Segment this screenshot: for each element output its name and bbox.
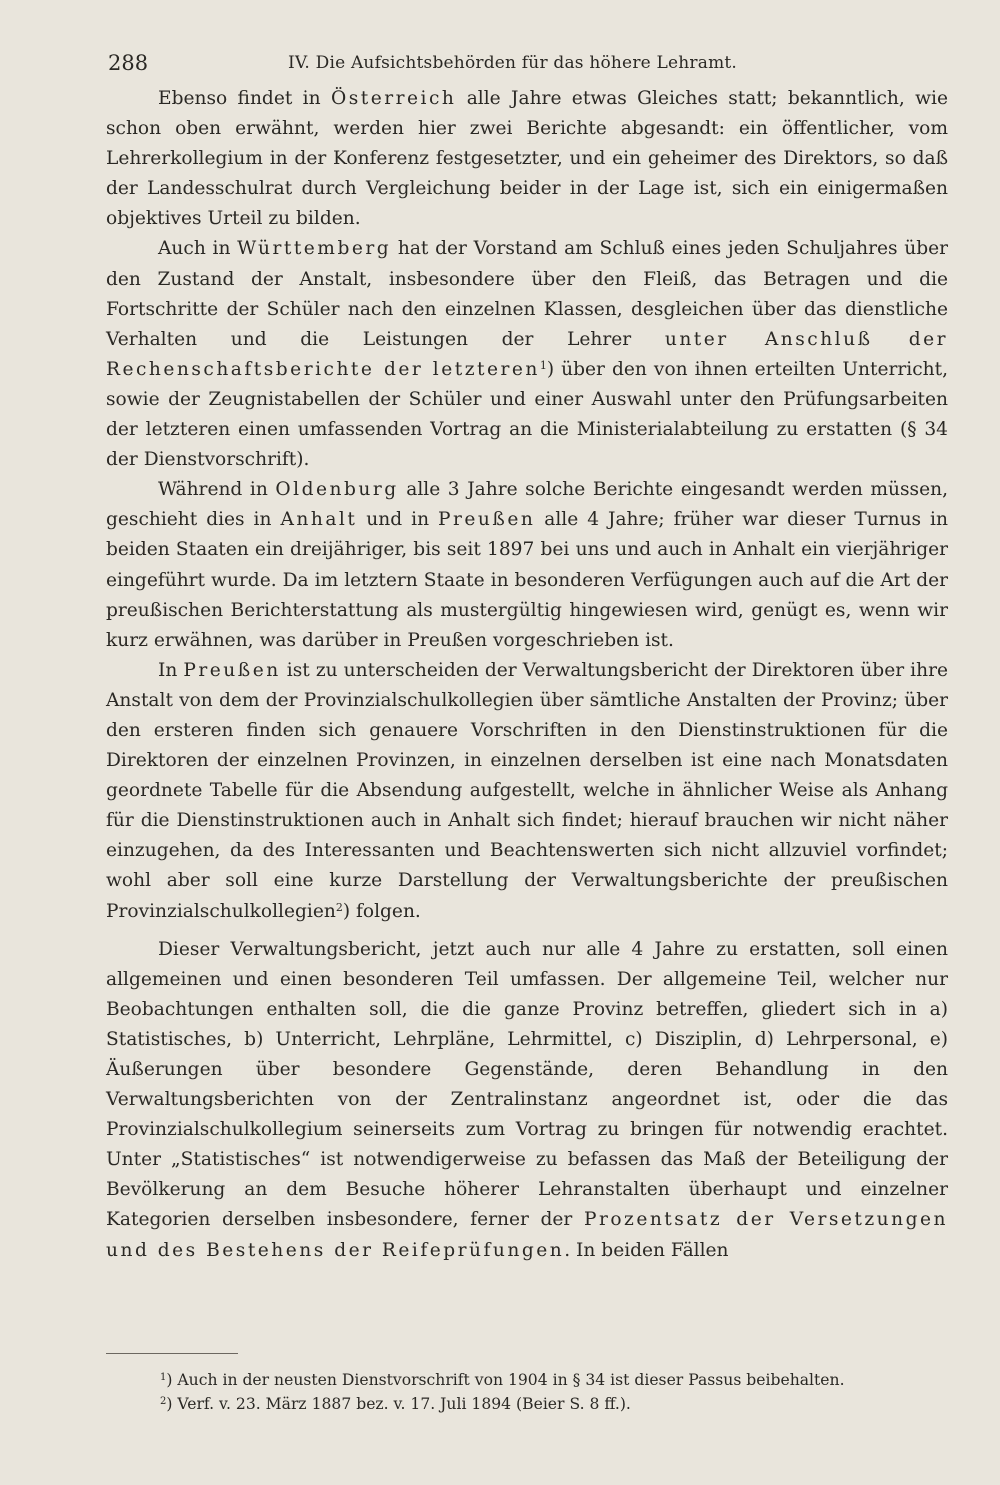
text-run: alle 3 Jahre solche Berichte eingesandt werden müssen, geschieht dies in (106, 479, 948, 531)
footnote-text: ) Verf. v. 23. März 1887 bez. v. 17. Juli 1894 (Beier S. 8 ff.). (166, 1395, 631, 1413)
spaced-term: Preußen (183, 659, 281, 681)
spaced-term: Preußen (438, 509, 536, 531)
text-run: Dieser Verwaltungsbericht, jetzt auch nur alle 4 Jahre zu erstatten, soll einen allgemeinen und einen besonderen Teil umfassen. Der allgemeine Teil, welcher nur Beobachtungen enthalten soll, die die ganze Provinz betreffen, gliedert sich in a) Statistisches, b) Unterricht, Lehrpläne, Lehrmittel, c) Disziplin, d) Lehrpersonal, e) Äußerungen über besondere Gegenstände, deren Behandlung in den Verwaltungsberichten von der Zentralinstanz angeordnet ist, oder die das Provinzialschulkollegium seinerseits zum Vortrag zu bringen für notwendig erachtet. Unter „Statistisches“ ist notwendigerweise zu befassen das Maß der Beteiligung der Bevölkerung an dem Besuche höherer Lehranstalten überhaupt und einzelner Kategorien derselben insbesondere, ferner der (106, 938, 948, 1231)
paragraph (106, 935, 948, 1266)
page-header (108, 48, 948, 78)
footnote-divider (106, 1353, 238, 1354)
text-run: ) über den von ihnen erteilten Unterricht, sowie der Zeugnistabellen der Schüler und einer Auswahl unter den Prüfungsarbeiten der letzteren einen umfassenden Vortrag an die Ministerialabteilung zu erstatten (§ 34 der Dienstvorschrift). (106, 358, 948, 471)
text-run: Während in (158, 479, 276, 501)
spaced-term: Württemberg (237, 238, 392, 260)
footnote-ref: 2 (335, 900, 343, 914)
text-run: alle 4 Jahre; früher war dieser Turnus in beiden Staaten ein dreijähriger, bis seit 1897 bei uns und auch in Anhalt ein vierjähriger eingeführt wurde. Da im letztern Staate in besonderen Verfügungen auch auf die Art der preußischen Berichterstattung als mustergültig hingewiesen wird, genügt es, wenn wir kurz erwähnen, was darüber in Preußen vorgeschrieben ist. (106, 509, 948, 651)
spaced-term: unter Anschluß der Rechenschaftsberichte der letzteren (106, 328, 948, 380)
text-run: und in (357, 509, 439, 531)
text-run: Ebenso findet in (158, 88, 331, 109)
paragraph (106, 475, 948, 656)
page-number: 288 (108, 51, 149, 75)
footnotes (106, 1368, 948, 1416)
text-run: ist zu unterscheiden der Verwaltungsbericht der Direktoren über ihre Anstalt von dem der Provinzialschulkollegien über sämtliche Anstalten der Provinz; über den ersteren finden sich genauere Vorschriften in den Dienstinstruktionen für die Direktoren der einzelnen Provinzen, in einzelnen derselben ist eine nach Monatsdaten geordnete Tabelle für die Absendung aufgestellt, welche in ähnlicher Weise als Anhang für die Dienstinstruktionen auch in Anhalt sich findet; hierauf brauchen wir nicht näher einzugehen, da des Interessanten und Beachtenswerten sich nicht allzuviel vorfindet; wohl aber soll eine kurze Darstellung der Verwaltungsberichte der preußischen Provinzialschulkollegien (106, 659, 948, 922)
text-run: Auch in (158, 238, 238, 260)
text-run: . In beiden Fällen (564, 1239, 729, 1261)
spaced-term: Prozentsatz der Versetzungen und des Bestehens der Reifeprüfungen (106, 1209, 948, 1261)
paragraph (106, 656, 948, 927)
footnote-text: ) Auch in der neusten Dienstvorschrift von 1904 in § 34 ist dieser Passus beibehalten. (166, 1371, 845, 1389)
footnote-marker: 2 (160, 1396, 167, 1407)
paragraph (106, 84, 948, 234)
footnote (106, 1392, 948, 1416)
footnote-ref: 1 (539, 358, 547, 372)
body-text (106, 84, 948, 1266)
running-title: IV. Die Aufsichtsbehörden für das höhere Lehramt. (288, 53, 738, 73)
spaced-term: Oldenburg (275, 479, 399, 501)
text-run: ) folgen. (342, 900, 421, 922)
spaced-term: Anhalt (280, 509, 358, 531)
footnote-marker: 1 (160, 1372, 167, 1383)
text-run: In (158, 659, 184, 681)
spaced-term: Österreich (330, 88, 457, 109)
footnote (106, 1368, 948, 1392)
text-run: alle Jahre etwas Gleiches statt; bekanntlich, wie schon oben erwähnt, werden hier zwei Berichte abgesandt: ein öffentlicher, vom Lehrerkollegium in der Konferenz festgesetzter, und ein geheimer des Direktors, so daß der Landesschulrat durch Vergleichung beider in der Lage ist, sich ein einigermaßen objektives Urteil zu bilden. (106, 88, 948, 230)
paragraph (106, 234, 948, 475)
text-run: hat der Vorstand am Schluß eines jeden Schuljahres über den Zustand der Anstalt, insbesondere über den Fleiß, das Betragen und die Fortschritte der Schüler nach den einzelnen Klassen, desgleichen über das dienstliche Verhalten und die Leistungen der Lehrer (106, 238, 948, 350)
